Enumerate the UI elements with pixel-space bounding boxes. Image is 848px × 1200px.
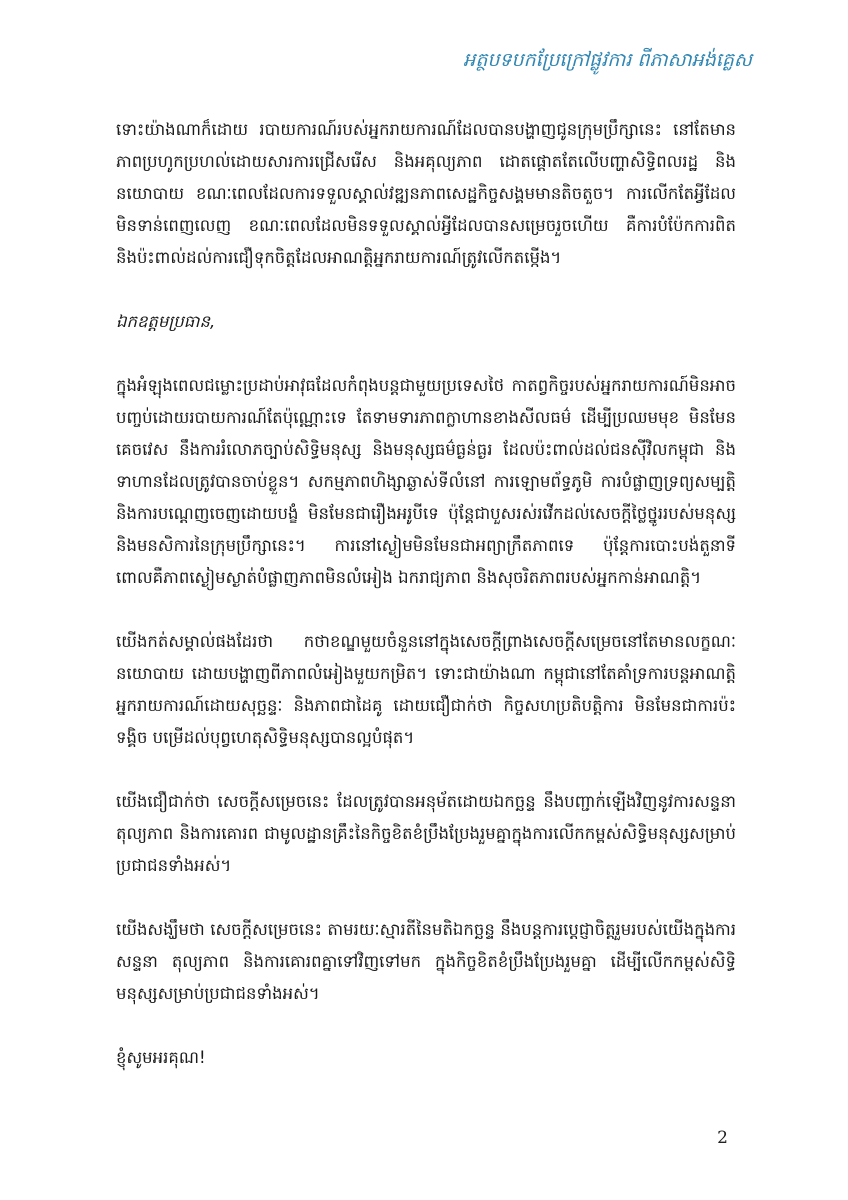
paragraph-4: យើងជឿជាក់ថា សេចក្តីសម្រេចនេះ ដែលត្រូវបានអនុម័តដោយឯកច្ឆន្ទ នឹងបញ្ជាក់ឡើងវិញនូវការសន្ទនា តុល្យភាព និងការគោរព ជាមូលដ្ឋានគ្រឹះនៃកិច្ចខិតខំប្រឹងប្រែងរួមគ្នាក្នុងការលើកកម្ពស់សិទ្ធិមនុស្សសម្រាប់ប្រជាជនទាំងអស់។	[116, 792, 736, 875]
running-header-title: អត្ថបទបកប្រែក្រៅផ្លូវការ ពីភាសាអង់គ្លេស	[463, 49, 752, 71]
body-text	[116, 114, 736, 1106]
paragraph-5: យើងសង្ឃឹមថា សេចក្តីសម្រេចនេះ តាមរយៈស្មារតីនៃមតិឯកច្ឆន្ទ នឹងបន្តការប្តេជ្ញាចិត្តរួមរបស់យើងក្នុងការសន្ទនា តុល្យភាព និងការគោរពគ្នាទៅវិញទៅមក ក្នុងកិច្ចខិតខំប្រឹងប្រែងរួមគ្នា ដើម្បីលើកកម្ពស់សិទ្ធិមនុស្សសម្រាប់ប្រជាជនទាំងអស់។	[116, 920, 736, 1003]
page-number: 2	[717, 1128, 728, 1148]
closing-line: ខ្ញុំសូមអរគុណ!	[116, 1048, 206, 1067]
paragraph-3: យើងកត់សម្គាល់ផងដែរថា កថាខណ្ឌមួយចំនួននៅក្នុងសេចក្តីព្រាងសេចក្តីសម្រេចនៅតែមានលក្ខណៈនយោបាយ ដោយបង្ហាញពីភាពលំអៀងមួយកម្រិត។ ទោះជាយ៉ាងណា កម្ពុជានៅតែគាំទ្រការបន្តអាណត្តិអ្នករាយការណ៍ដោយសុច្ឆន្ទៈ និងភាពជាដៃគូ ដោយជឿជាក់ថា កិច្ចសហប្រតិបត្តិការ មិនមែនជាការប៉ះទង្គិច បម្រើដល់បុព្វហេតុសិទ្ធិមនុស្សបានល្អបំផុត។	[116, 632, 736, 747]
paragraph-1: ទោះយ៉ាងណាក៏ដោយ របាយការណ៍របស់អ្នករាយការណ៍ដែលបានបង្ហាញជូនក្រុមប្រឹក្សានេះ នៅតែមានភាពប្រហូកប្រហល់ដោយសារការជ្រើសរើស និងអគុល្យភាព ដោតផ្តោតតែលើបញ្ហាសិទ្ធិពលរដ្ឋ និងនយោបាយ ខណៈពេលដែលការទទួលស្គាល់វឌ្ឍនភាពសេដ្ឋកិច្ចសង្គមមានតិចតួច។ ការលើកតែអ្វីដែលមិនទាន់ពេញលេញ ខណៈពេលដែលមិនទទួលស្គាល់អ្វីដែលបានសម្រេចរួចហើយ គឺការបំប៉ែកការពិត និងប៉ះពាល់ដល់ការជឿទុកចិត្តដែលអាណត្តិអ្នករាយការណ៍ត្រូវលើកតម្កើង។	[116, 120, 736, 267]
paragraph-2: ក្នុងអំឡុងពេលជម្លោះប្រដាប់អាវុធដែលកំពុងបន្តជាមួយប្រទេសថៃ កាតព្វកិច្ចរបស់អ្នករាយការណ៍មិនអាចបញ្ចប់ដោយរបាយការណ៍តែប៉ុណ្ណោះទេ តែទាមទារភាពក្លាហានខាងសីលធម៌ ដើម្បីប្រឈមមុខ មិនមែនគេចវេស នឹងការរំលោភច្បាប់សិទ្ធិមនុស្ស និងមនុស្សធម៌ធ្ងន់ធ្ងរ ដែលប៉ះពាល់ដល់ជនស៊ីវិលកម្ពុជា និងទាហានដែលត្រូវបានចាប់ខ្លួន។ សកម្មភាពហិង្សាឆ្ងាស់ទីលំនៅ ការឡោមព័ទ្ធភូមិ ការបំផ្លាញទ្រព្យសម្បត្តិ និងការបណ្តេញចេញដោយបង្ខំ មិនមែនជារឿងអរូបីទេ ប៉ុន្តែជាបួសរស់រវើកដល់សេចក្តីថ្លៃថ្នូររបស់មនុស្ស និងមនសិការនៃក្រុមប្រឹក្សានេះ។ ការនៅស្ងៀមមិនមែនជាអព្យាក្រឹតភាពទេ ប៉ុន្តែការបោះបង់តួនាទី ពោលគឺភាពស្ងៀមស្ងាត់បំផ្លាញភាពមិនលំអៀង ឯករាជ្យភាព និងសុចរិតភាពរបស់អ្នកកាន់អាណត្តិ។	[116, 376, 736, 587]
salutation: ឯកឧត្តមប្រធាន,	[116, 312, 216, 331]
